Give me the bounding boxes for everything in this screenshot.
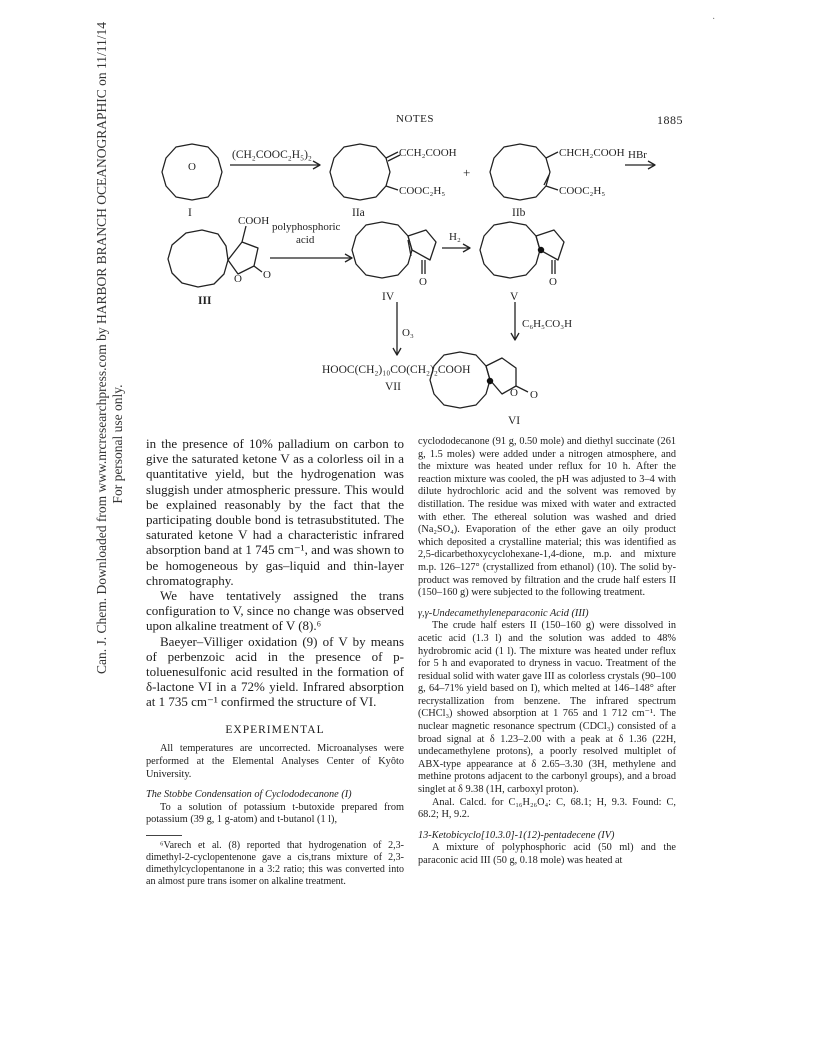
watermark-line-1: Can. J. Chem. Downloaded from www.nrcresearchpress.com by HARBOR BRANCH OCEANOGRAPHIC on 11/11/14 (94, 21, 109, 674)
body-paragraph: We have tentatively assigned the trans configuration to V, since no change was observed upon alkaline treatment of V (8).⁶ (146, 588, 404, 634)
body-paragraph: A mixture of polyphosphoric acid (50 ml) and the paraconic acid III (50 g, 0.18 mole) was heated at (418, 842, 676, 866)
atom-o-vi-ring: O (510, 387, 518, 399)
reagent-hydrogen: H₂ (449, 231, 461, 243)
ring-compound-iia (330, 144, 390, 200)
scan-speck: · (712, 14, 716, 25)
atom-o-vi-carbonyl: O (530, 389, 538, 401)
reagent-perbenzoic: C₆H₅CO₃H (522, 318, 573, 330)
watermark-line-2: For personal use only. (110, 384, 125, 504)
label-vii: VII (385, 381, 401, 393)
iii-substituent: COOH (238, 215, 270, 227)
label-i: I (188, 207, 192, 219)
ring-compound-iii (168, 230, 228, 287)
atom-o-iv: O (419, 276, 427, 288)
reagent-diethyl-succinate: (CH₂COOC₂H₅)₂ (232, 149, 312, 161)
reagent-polyphosphoric-2: acid (296, 234, 315, 246)
iia-substituent-1: CCH₂COOH (399, 147, 457, 159)
compound-vii-formula: HOOC(CH₂)₁₀CO(CH₂)₂COOH (322, 364, 471, 376)
experimental-intro: All temperatures are uncorrected. Microanalyses were performed at the Elemental Analyses Center of Kyôto University. (146, 743, 404, 780)
footnote: ⁶Varech et al. (8) reported that hydrogenation of 2,3-dimethyl-2-cyclopentenone gave a cis,trans mixture of 2,3-dimethylcyclopentanone in a 3:2 ratio; this was converted into an almost pure trans isomer on alkaline treatment. (146, 839, 404, 887)
running-title: NOTES (396, 113, 434, 125)
reaction-scheme (160, 130, 690, 430)
ring-compound-iib (490, 144, 550, 200)
reagent-ozone: O₃ (402, 327, 414, 339)
left-column (146, 436, 404, 888)
ring-compound-v (480, 222, 540, 278)
body-paragraph: in the presence of 10% palladium on carbon to give the saturated ketone V as a colorless oil in a quantitative yield, but the hydrogenation was sluggish under atmospheric pressure. This would be explained reasonably by the fact that the participating double bond is tetrasubstituted. The saturated ketone V had a characteristic infrared absorption band at 1 745 cm⁻¹, and was shown to be homogeneous by gas–liquid and thin-layer chromatography. (146, 436, 404, 588)
footnote-rule (146, 835, 182, 836)
reagent-polyphosphoric: polyphosphoric (272, 221, 341, 233)
body-paragraph: The crude half esters II (150–160 g) were dissolved in acetic acid (1.3 l) and the solution was added to 48% hydrobromic acid (1 l). The mixture was heated under reflux for 5 h and evaporated to dryness in vacuo. Treatment of the residual solid with water gave III as colorless crystals (90–100 g, 64–71% yield based on I), which melted at 146–148° after recrystallization from benzene. The infrared spectrum (CHCl₃) showed absorption at 1 765 and 1 712 cm⁻¹. The nuclear magnetic resonance spectrum (CDCl₃) consisted of a broad signal at δ 1.23–2.00 with a peak at δ 1.36 (22H, undecamethylene protons), a poorly resolved multiplet of ABX-type appearance at δ 2.65–3.30 (3H, methylene and methine protons adjacent to the carbonyl groups), and a broad singlet at δ 9.38 (1H, carboxyl proton). (418, 620, 676, 796)
iib-substituent-2: COOC₂H₅ (559, 185, 606, 197)
label-iib: IIb (512, 207, 526, 219)
label-v: V (510, 291, 519, 303)
plus-sign: + (463, 165, 471, 180)
right-column (418, 436, 676, 868)
stereocenter-vi (487, 378, 493, 384)
body-paragraph: Baeyer–Villiger oxidation (9) of V by means of perbenzoic acid in the presence of p-toluenesulfonic acid resulted in the formation of δ-lactone VI in a 72% yield. Infrared absorption at 1 735 cm⁻¹ confirmed the structure of VI. (146, 633, 404, 710)
stobbe-heading: The Stobbe Condensation of Cyclododecanone (I) (146, 789, 352, 801)
section-heading-iii: γ,γ-Undecamethyleneparaconic Acid (III) (418, 607, 589, 619)
iib-substituent-1: CHCH₂COOH (559, 147, 625, 159)
section-heading-iv: 13-Ketobicyclo[10.3.0]-1(12)-pentadecene (IV) (418, 829, 615, 841)
iia-substituent-2: COOC₂H₅ (399, 185, 446, 197)
label-iii: III (198, 295, 212, 307)
label-iv: IV (382, 291, 395, 303)
stobbe-text: To a solution of potassium t-butoxide prepared from potassium (39 g, 1 g-atom) and t-butanol (1 l), (146, 801, 404, 826)
label-vi: VI (508, 415, 521, 427)
atom-o-i: O (188, 161, 196, 173)
ring-compound-iv (352, 222, 412, 278)
atom-o-v: O (549, 276, 557, 288)
ring-compound-vi (430, 352, 490, 408)
body-paragraph: cyclododecanone (91 g, 0.50 mole) and diethyl succinate (261 g, 1.5 moles) were added under a nitrogen atmosphere, and the mixture was heated under reflux for 10 h. After the reaction mixture was cooled, the pH was adjusted to 3–4 with dilute hydrochloric acid and the solvent was removed by distillation. The residue was mixed with water and extracted with ether. The ethereal solution was washed and dried (Na₂SO₄). Evaporation of the ether gave an oily product which deposited a crystalline material; this was identified as 2,5-dicarbethoxycyclohexane-1,4-dione, m.p. and mixture m.p. 126–127° (crystallized from ethanol) (10). The solid by-product was removed by filtration and the crude half esters II (150–160 g) were subjected to the following treatment. (418, 436, 676, 599)
page-number: 1885 (657, 113, 683, 127)
atom-o-iii-ring: O (234, 273, 242, 285)
download-watermark (94, 21, 126, 674)
reagent-hbr: HBr (628, 149, 647, 161)
experimental-heading: EXPERIMENTAL (225, 723, 325, 736)
atom-o-iii-carbonyl: O (263, 269, 271, 281)
label-iia: IIa (352, 207, 365, 219)
analysis-line: Anal. Calcd. for C₁₆H₂₆O₄: C, 68.1; H, 9.3. Found: C, 68.2; H, 9.2. (418, 796, 676, 821)
stereocenter-v (538, 247, 544, 253)
